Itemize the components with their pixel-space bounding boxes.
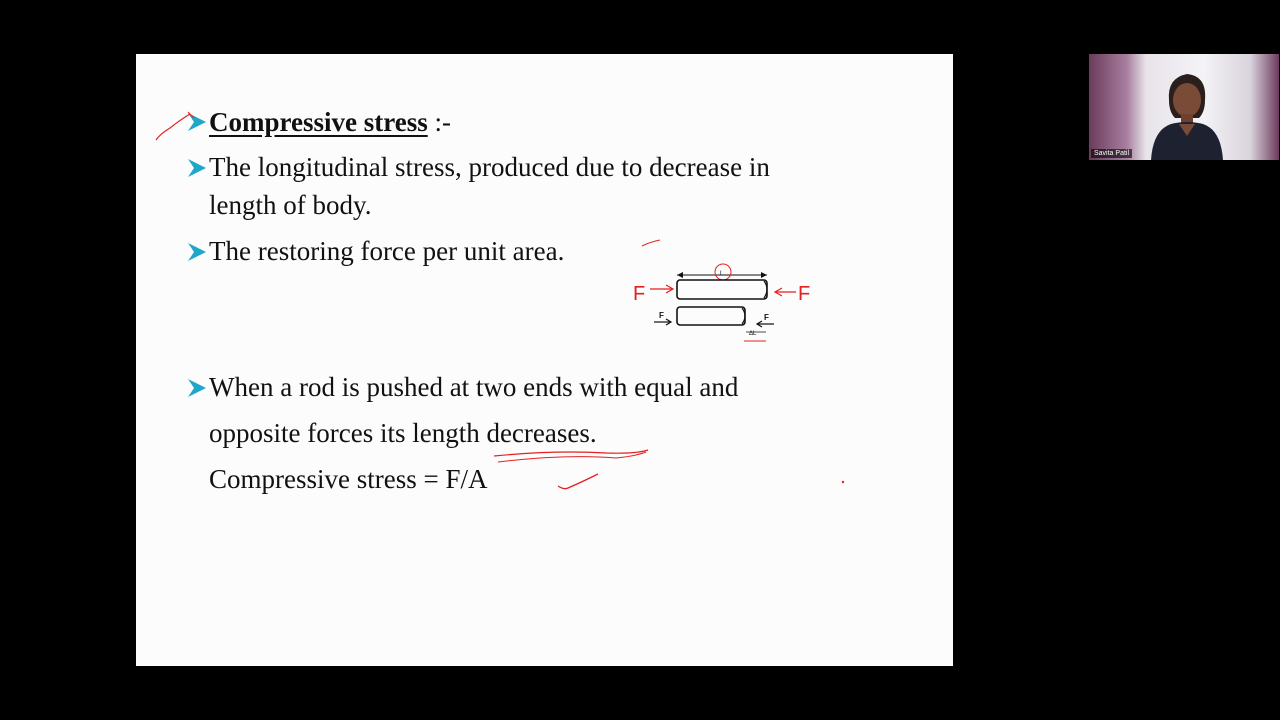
webcam-thumbnail[interactable] <box>1089 54 1279 160</box>
force-right-label: F <box>798 283 811 305</box>
participant-name: Savita Patil <box>1091 149 1132 158</box>
slide-heading: Compressive stress <box>209 107 428 137</box>
bullet-2-line-1: The restoring force per unit area. <box>209 236 565 266</box>
small-force-left-label: F <box>659 311 664 320</box>
bullet-1-line-1: The longitudinal stress, produced due to decrease in <box>209 152 770 182</box>
bullet-arrow-icon <box>186 241 208 263</box>
slide-heading-suffix: :- <box>427 107 451 137</box>
participant-avatar <box>1147 70 1227 160</box>
bullet-1-line-2: length of body. <box>209 190 372 220</box>
check-mark-icon <box>558 474 598 489</box>
slide-heading-line <box>209 103 451 141</box>
force-left-label: F <box>633 283 646 305</box>
bullet-3-line-2: opposite forces its length decreases. <box>209 418 597 448</box>
tick-mark-icon <box>156 114 190 140</box>
delta-length-label: ΔL <box>749 331 757 337</box>
bullet-arrow-icon <box>186 111 208 133</box>
presentation-slide <box>136 54 953 666</box>
annotation-layer <box>136 54 953 666</box>
bullet-arrow-icon <box>186 377 208 399</box>
length-label: L <box>720 271 724 277</box>
formula-text: Compressive stress = F/A <box>209 464 488 494</box>
small-force-right-label: F <box>764 313 769 322</box>
bullet-3-line-1: When a rod is pushed at two ends with equal and <box>209 372 739 402</box>
compressed-rod-diagram <box>633 264 810 341</box>
bullet-arrow-icon <box>186 157 208 179</box>
